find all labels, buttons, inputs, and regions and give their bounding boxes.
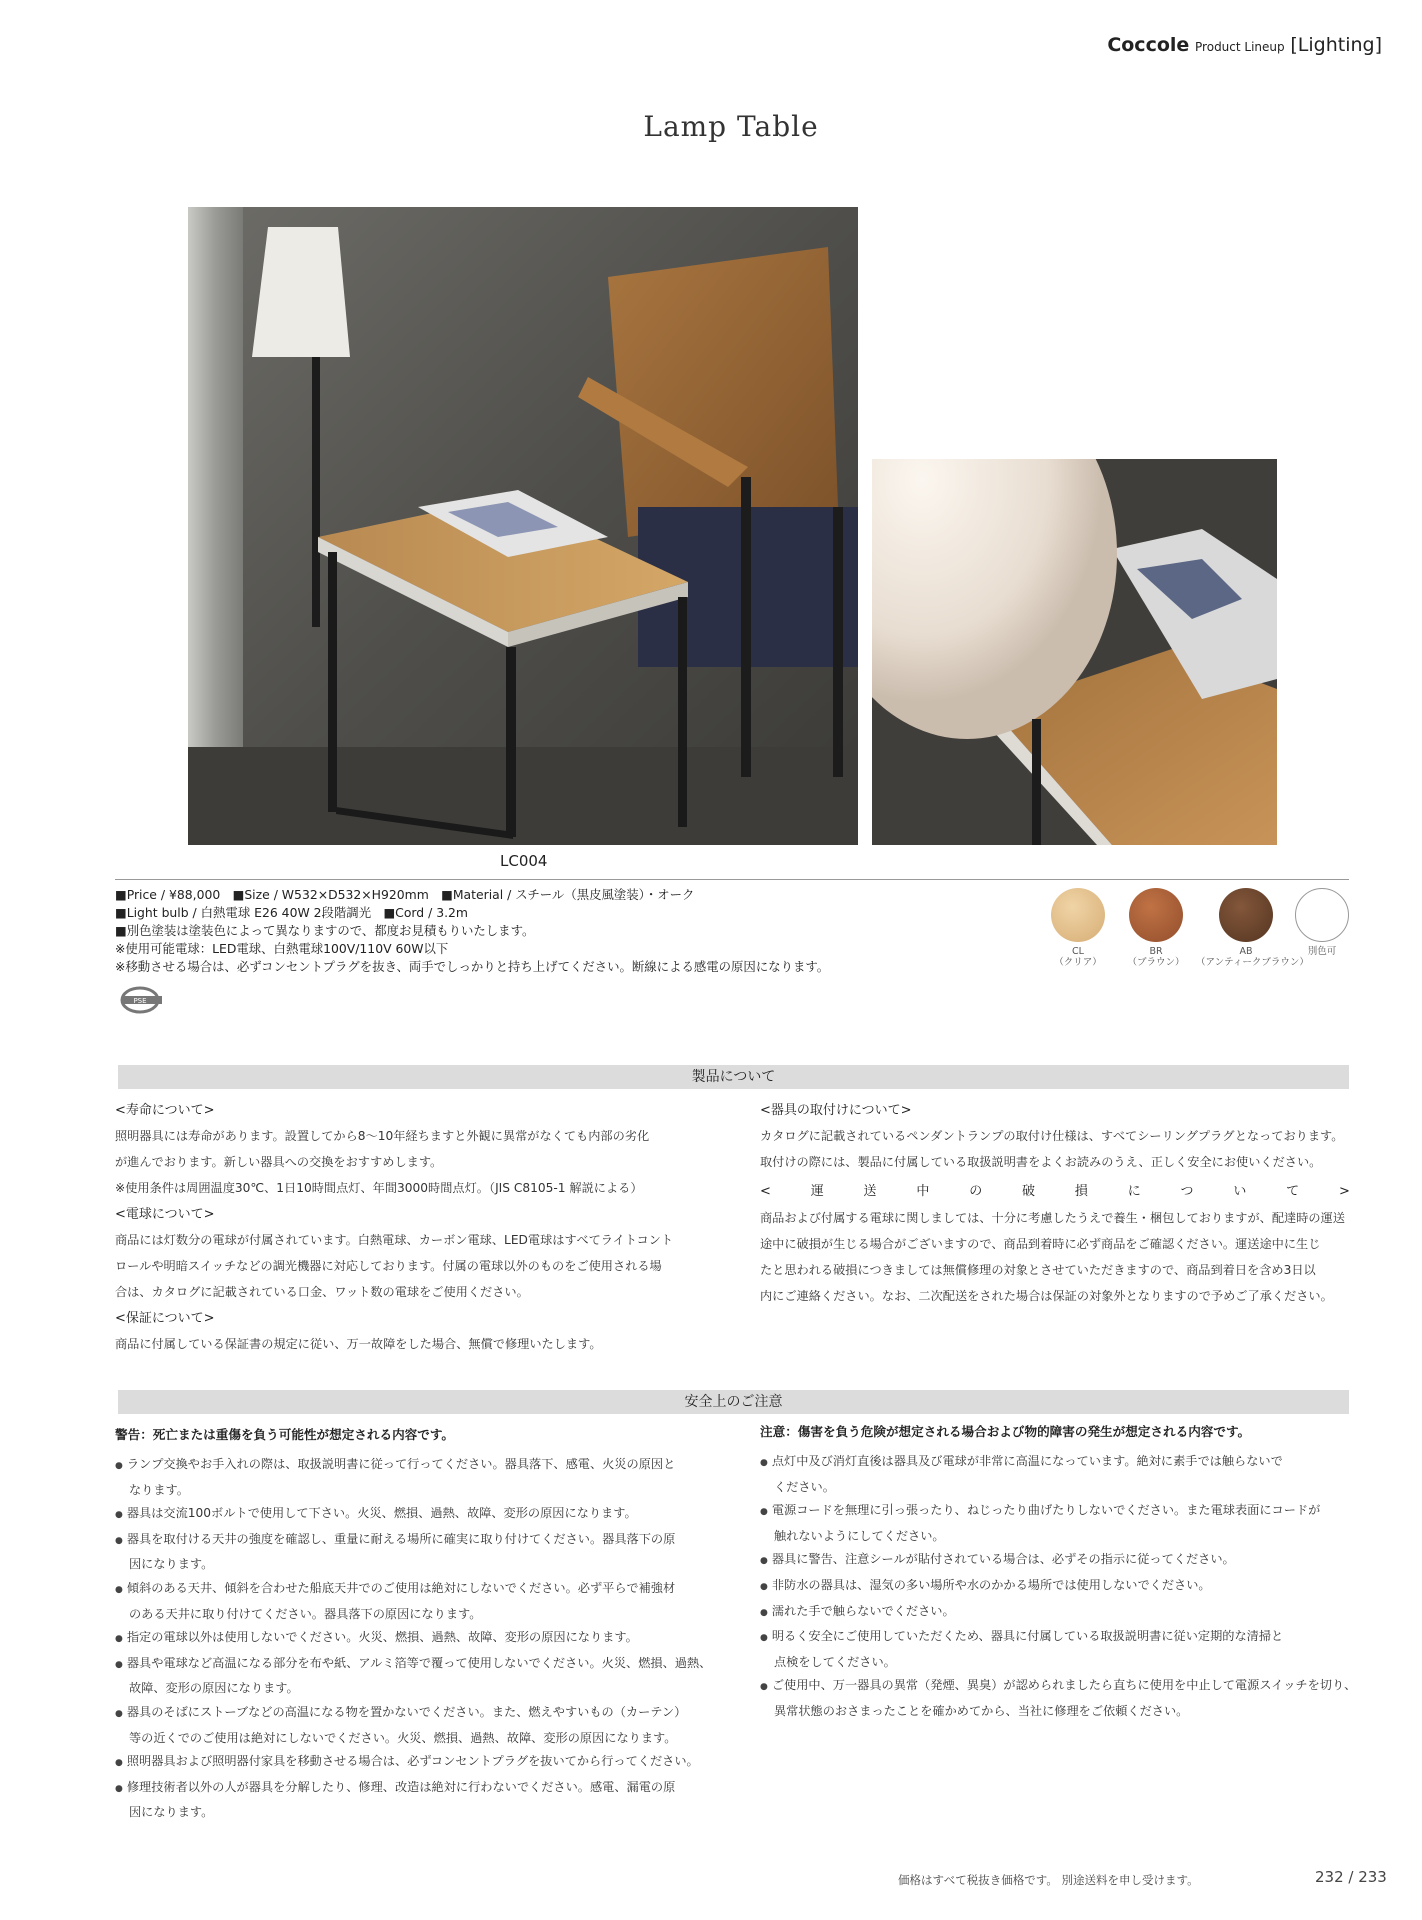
safety-item: ● 点灯中及び消灯直後は器具及び電球が非常に高温になっています。絶対に素手では触らないで ください。 — [760, 1450, 1360, 1499]
damage-heading-char: の — [969, 1184, 983, 1199]
page-number: 232 / 233 — [1315, 1868, 1387, 1886]
safety-item: ● ランプ交換やお手入れの際は、取扱説明書に従って行ってください。器具落下、感電、火災の原因と なります。 — [115, 1453, 715, 1502]
bulb-line: 商品には灯数分の電球が付属されています。白熱電球、カーボン電球、LED電球はすべてライトコント — [115, 1233, 674, 1247]
bulb-line: 合は、カタログに記載されている口金、ワット数の電球をご使用ください。 — [115, 1285, 529, 1299]
install-line: 取付けの際には、製品に付属している取扱説明書をよくお読みのうえ、正しく安全にお使いください。 — [760, 1155, 1322, 1169]
brand-name: Coccole — [1107, 34, 1190, 56]
swatch-name: （ブラウン） — [1127, 957, 1185, 968]
svg-text:PSE: PSE — [133, 997, 147, 1005]
safety-section-header: 安全上のご注意 — [118, 1390, 1349, 1414]
swatch-br — [1118, 888, 1194, 968]
warning-list — [115, 1453, 715, 1825]
footer-note: 価格はすべて税抜き価格です。 別途送料を申し受けます。 — [898, 1873, 1199, 1887]
swatch-name: 別色可 — [1307, 946, 1337, 957]
product-section-header: 製品について — [118, 1065, 1349, 1089]
safety-item: ● 指定の電球以外は使用しないでください。火災、燃損、過熱、故障、変形の原因になります。 — [115, 1626, 715, 1652]
damage-heading-char: > — [1339, 1184, 1350, 1199]
damage-heading-char: 中 — [916, 1184, 930, 1199]
lineup-label: Product Lineup — [1195, 40, 1285, 54]
bulb-line: ロールや明暗スイッチなどの調光機器に対応しております。付属の電球以外のものをご使用される場 — [115, 1259, 662, 1273]
category-label: [Lighting] — [1290, 34, 1382, 56]
swatch-color-br — [1129, 888, 1183, 942]
lifespan-line: 照明器具には寿命があります。設置してから8～10年経ちますと外観に異常がなくても内部の劣化 — [115, 1129, 650, 1143]
damage-heading-char: つ — [1180, 1184, 1194, 1199]
swatch-name: （クリア） — [1054, 957, 1102, 968]
bulb-heading: <電球について> — [115, 1207, 215, 1222]
safety-item: ● 器具に警告、注意シールが貼付されている場合は、必ずその指示に従ってください。 — [760, 1548, 1360, 1574]
damage-line: 内にご連絡ください。なお、二次配送をされた場合は保証の対象外となりますので予めご了承ください。 — [760, 1289, 1333, 1303]
damage-line: 途中に破損が生じる場合がございますので、商品到着時に必ず商品をご確認ください。運送途中に生じ — [760, 1237, 1321, 1251]
damage-heading-char: 送 — [863, 1184, 877, 1199]
spec-line: ※移動させる場合は、必ずコンセントプラグを抜き、両手でしっかりと持ち上げてください。断線による感電の原因になります。 — [115, 959, 830, 974]
install-heading: <器具の取付けについて> — [760, 1103, 912, 1118]
safety-item: ● 器具を取付ける天井の強度を確認し、重量に耐える場所に確実に取り付けてください。器具落下の原 因になります。 — [115, 1528, 715, 1577]
safety-item: ● 器具や電球など高温になる部分を布や紙、アルミ箔等で覆って使用しないでください。火災、燃損、過熱、 故障、変形の原因になります。 — [115, 1652, 715, 1701]
safety-item: ● 器具は交流100ボルトで使用して下さい。火災、燃損、過熱、故障、変形の原因になります。 — [115, 1502, 715, 1528]
swatch-color-custom — [1295, 888, 1349, 942]
caution-title: 注意：傷害を負う危険が想定される場合および物的障害の発生が想定される内容です。 — [760, 1424, 1251, 1439]
safety-item: ● 照明器具および照明器付家具を移動させる場合は、必ずコンセントプラグを抜いてから行ってください。 — [115, 1750, 715, 1776]
swatch-color-ab — [1219, 888, 1273, 942]
product-right-column — [760, 1097, 1350, 1309]
product-photo-main — [188, 207, 858, 845]
swatch-color-cl — [1051, 888, 1105, 942]
lifespan-line: が進んでおります。新しい器具への交換をおすすめします。 — [115, 1155, 443, 1169]
spec-line: ■Price / ¥88,000 ■Size / W532×D532×H920mm ■Material / スチール（黒皮風塗装）・オーク — [115, 887, 695, 902]
certification-mark-icon — [118, 985, 166, 1015]
warranty-heading: <保証について> — [115, 1311, 215, 1326]
model-code: LC004 — [500, 852, 548, 870]
install-line: カタログに記載されているペンダントランプの取付け仕様は、すべてシーリングプラグとなっております。 — [760, 1129, 1344, 1143]
spec-list — [115, 886, 975, 976]
product-photo-detail — [872, 459, 1277, 845]
color-swatch-list — [1040, 888, 1350, 968]
swatch-name: （アンティークブラウン） — [1196, 957, 1309, 968]
safety-item: ● 修理技術者以外の人が器具を分解したり、修理、改造は絶対に行わないでください。感電、漏電の原 因になります。 — [115, 1776, 715, 1825]
safety-item: ● 傾斜のある天井、傾斜を合わせた船底天井でのご使用は絶対にしないでください。必ず平らで補強材 のある天井に取り付けてください。器具落下の原因になります。 — [115, 1577, 715, 1626]
caution-column — [760, 1422, 1360, 1724]
lifespan-heading: <寿命について> — [115, 1103, 215, 1118]
safety-item: ● 濡れた手で触らないでください。 — [760, 1600, 1360, 1626]
damage-heading-char: い — [1233, 1184, 1247, 1199]
page-title: Lamp Table — [643, 110, 819, 143]
swatch-custom — [1284, 888, 1360, 957]
swatch-cl — [1040, 888, 1116, 968]
safety-item: ● ご使用中、万一器具の異常（発煙、異臭）が認められましたら直ちに使用を中止して電源スイッチを切り、 異常状態のおさまったことを確かめてから、当社に修理をご依頼ください。 — [760, 1674, 1360, 1723]
safety-item: ● 明るく安全にご使用していただくため、器具に付属している取扱説明書に従い定期的な清掃と 点検をしてください。 — [760, 1625, 1360, 1674]
spec-line: ※使用可能電球：LED電球、白熱電球100V/110V 60W以下 — [115, 941, 449, 956]
catalog-header — [1107, 34, 1382, 56]
warning-column — [115, 1425, 715, 1825]
safety-item: ● 電源コードを無理に引っ張ったり、ねじったり曲げたりしないでください。また電球表面にコードが 触れないようにしてください。 — [760, 1499, 1360, 1548]
spec-line: ■別色塗装は塗装色によって異なりますので、都度お見積もりいたします。 — [115, 923, 535, 938]
damage-heading-char: 損 — [1074, 1184, 1088, 1199]
damage-heading-char: に — [1127, 1184, 1141, 1199]
divider — [115, 879, 1349, 880]
safety-item: ● 非防水の器具は、湿気の多い場所や水のかかる場所では使用しないでください。 — [760, 1574, 1360, 1600]
damage-heading-char: 破 — [1022, 1184, 1036, 1199]
safety-item: ● 器具のそばにストーブなどの高温になる物を置かないでください。また、燃えやすいもの（カーテン） 等の近くでのご使用は絶対にしないでください。火災、燃損、過熱、故障、変形の原因になります。 — [115, 1701, 715, 1750]
damage-line: 商品および付属する電球に関しましては、十分に考慮したうえで養生・梱包しておりますが、配達時の運送 — [760, 1211, 1345, 1225]
damage-heading-char: < — [760, 1184, 771, 1199]
swatch-code: BR — [1149, 946, 1163, 957]
warning-title: 警告：死亡または重傷を負う可能性が想定される内容です。 — [115, 1427, 455, 1442]
damage-heading-char: 運 — [810, 1184, 824, 1199]
lifespan-line: ※使用条件は周囲温度30℃、1日10時間点灯、年間3000時間点灯。（JIS C8105-1 解説による） — [115, 1181, 643, 1195]
swatch-code: CL — [1072, 946, 1084, 957]
warranty-line: 商品に付属している保証書の規定に従い、万一故障をした場合、無償で修理いたします。 — [115, 1337, 602, 1351]
damage-line: たと思われる破損につきましては無償修理の対象とさせていただきますので、商品到着日を含め3日以 — [760, 1263, 1316, 1277]
product-left-column — [115, 1097, 705, 1357]
spec-line: ■Light bulb / 白熱電球 E26 40W 2段階調光 ■Cord / 3.2m — [115, 905, 468, 920]
damage-heading-char: て — [1286, 1184, 1300, 1199]
swatch-ab — [1196, 888, 1309, 968]
caution-list — [760, 1450, 1360, 1724]
swatch-code: AB — [1239, 946, 1253, 957]
damage-heading — [760, 1179, 1350, 1205]
